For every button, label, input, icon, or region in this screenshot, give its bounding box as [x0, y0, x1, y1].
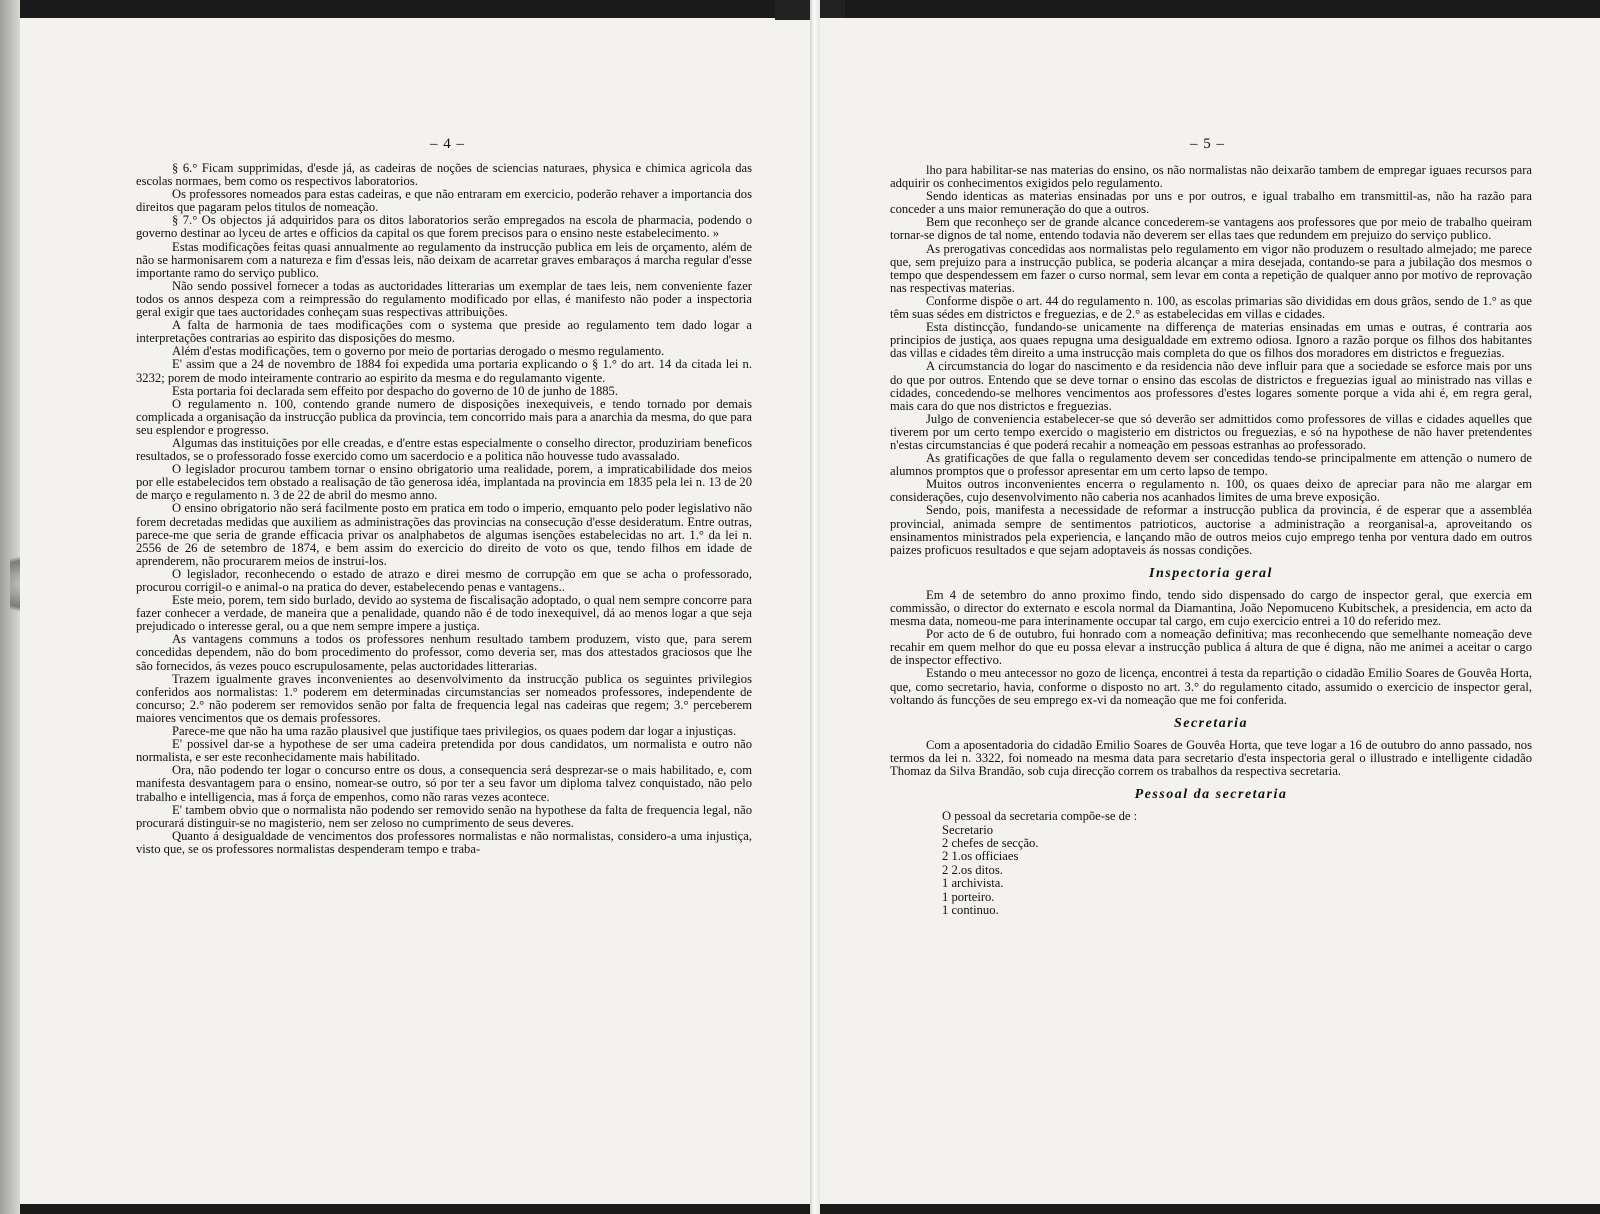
staff-item: 1 porteiro.	[942, 889, 995, 904]
staff-item: 2 chefes de secção.	[942, 836, 1039, 851]
staff-item: 1 continuo.	[942, 903, 999, 918]
paragraph: Parece-me que não ha uma razão plausivel que justifique taes privilegios, os quaes podem dar logar a injustiças.	[172, 724, 737, 739]
paragraph: Este meio, porem, tem sido burlado, devido ao systema de fiscalisação adoptado, o qual nem sempre concorre para fazer conhecer a verdade, de maneira que a penalidade, quando não é de todo inexequivel, dá ao menos logar a que seja prejudicado o interesse geral, ou a que nem sempre impere a justiça.	[136, 593, 752, 634]
book-gutter	[810, 0, 820, 1214]
paragraph: Os professores nomeados para estas cadeiras, e que não entraram em exercicio, poderão rehaver a importancia dos direitos que pagaram pelos titulos de nomeação.	[136, 187, 752, 215]
right-page	[820, 18, 1600, 1204]
paragraph: Algumas das instituições por elle creadas, e d'entre estas especialmente o conselho director, produziriam beneficos resultados, se o professorado fosse exercido como um sacerdocio e a politica não houvesse tudo avassalado.	[136, 435, 752, 464]
paragraph: Conforme dispõe o art. 44 do regulamento n. 100, as escolas primarias são divididas em dous grãos, sendo de 1.° as que têm suas sédes em districtos e freguezias, e de 2.° as estabelecidas em villas e cidades.	[890, 293, 1532, 322]
right-paragraphs-intro	[890, 164, 1532, 557]
staff-list	[942, 810, 1532, 917]
paragraph: Por acto de 6 de outubro, fui honrado com a nomeação definitiva; mas reconhecendo que semelhante nomeação deve recahir em quem melhor do que eu possa elevar a instrucção publica á altura de que é digna, não me animei a aceitar o cargo de inspector effectivo.	[890, 627, 1532, 668]
heading-inspectoria-geral: Inspectoria geral	[1149, 565, 1273, 581]
paragraph: A circumstancia do logar do nascimento e da residencia não deve influir para que a sociedade se esforce mais por uns do que por outros. Entendo que se deve tornar o ensino das escolas de districtos e freguezias igual ao ministrado nas villas e cidades, concedendo-se melhores vencimentos aos professores d'estes logares somente porque a vida ahi é, em regra geral, mais cara do que nos districtos e freguezias.	[890, 359, 1532, 413]
paragraph: Estas modificações feitas quasi annualmente ao regulamento da instrucção publica em leis de orçamento, além de não se harmonisarem com a natureza e fim d'essas leis, não deixam de acarretar graves embaraços á marcha regular d'esse importante ramo do serviço publico.	[136, 239, 752, 280]
paragraph: As gratificações de que falla o regulamento devem ser concedidas tendo-se principalmente em attenção o numero de alumnos promptos que o professor apresentar em um certo lapso de tempo.	[890, 451, 1532, 479]
secretaria-paragraphs	[890, 739, 1532, 778]
paragraph: Ora, não podendo ter logar o concurso entre os dous, a consequencia será desprezar-se o mais habilitado, e, com manifesta desvantagem para o ensino, nomear-se outro, só por ter a seu favor um diploma talvez conquistado, não pelo trabalho e intelligencia, mas á força de empenhos, como não raras vezes acontece.	[136, 763, 752, 804]
paragraph: E' possivel dar-se a hypothese de ser uma cadeira pretendida por dous candidatos, um normalista e outro não normalista, e ser este reconhecidamente mais habilitado.	[136, 737, 752, 765]
paragraph: E' assim que a 24 de novembro de 1884 foi expedida uma portaria explicando o § 1.° do art. 14 da citada lei n. 3232; porem de modo inteiramente contrario ao espirito da mesma e do regulamanto vigente.	[136, 357, 752, 385]
paragraph: Esta portaria foi declarada sem effeito por despacho do governo de 10 de junho de 1885.	[172, 383, 618, 398]
staff-intro: O pessoal da secretaria compõe-se de :	[942, 809, 1138, 824]
left-page	[20, 18, 811, 1204]
paragraph: O regulamento n. 100, contendo grande numero de disposições inexequiveis, e tendo tornado por demais complicada a organisação da instrucção publica da provincia, tem concorrido mais para a anarchia da mesma, do que para seu esplendor e progresso.	[136, 396, 752, 437]
paragraph: Trazem igualmente graves inconvenientes ao desenvolvimento da instrucção publica os seguintes privilegios conferidos aos normalistas: 1.° poderem em determinadas circumstancias ser nomeados professores, independente de concurso; 2.° não poderem ser removidos senão por falta de frequencia legal nas cadeiras que regem; 3.° perceberem maiores vencimentos que os demais professores.	[136, 671, 752, 725]
paragraph: As vantagens communs a todos os professores nenhum resultado tambem produzem, visto que, para serem concedidas dependem, não do bom procedimento do professor, como deveria ser, mas dos attestados graciosos que lhe são fornecidos, ás vezes pouco escrupulosamente, pelas auctoridades litterarias.	[136, 632, 752, 673]
paragraph: Muitos outros inconvenientes encerra o regulamento n. 100, os quaes deixo de apreciar para não me alargar em considerações, cujo desenvolvimento não caberia nos acanhados limites de uma breve exposição.	[890, 477, 1532, 505]
paragraph: Além d'estas modificações, tem o governo por meio de portarias derogado o mesmo regulamento.	[172, 344, 665, 359]
page-number-4: – 4 –	[430, 136, 465, 152]
paragraph: Bem que reconheço ser de grande alcance concederem-se vantagens aos professores que por meio de trabalho queiram tornar-se dignos de tal nome, entendo todavia não deverem ser ellas taes que redundem em prejuizo do serviço publico.	[890, 215, 1532, 243]
paragraph: Estando o meu antecessor no gozo de licença, encontrei á testa da repartição o cidadão Emilio Soares de Gouvêa Horta, que, como secretario, havia, conforme o disposto no art. 3.° do regulamento citado, assumido o exercicio de inspector geral, voltando ás funcções de seu emprego ex-vi da nomeação que me foi conferida.	[890, 666, 1532, 707]
right-page-text	[890, 164, 1532, 917]
staff-item: Secretario	[942, 822, 994, 837]
paragraph: O legislador procurou tambem tornar o ensino obrigatorio uma realidade, porem, a impraticabilidade dos meios por elle estabelecidos tem obstado a realisação de tão generosa idéa, implantada na provincia em 1835 pela lei n. 13 de 20 de março e regulamento n. 3 de 22 de abril do mesmo anno.	[136, 462, 752, 503]
paragraph: O legislador, reconhecendo o estado de atrazo e direi mesmo de corrupção em que se acha o professorado, procurou corrigil-o e animal-o na pratica do dever, estabelecendo penas e vantagens..	[136, 566, 752, 594]
staff-item: 2 1.os officiaes	[942, 849, 1019, 864]
paragraph: Julgo de conveniencia estabelecer-se que só deverão ser admittidos como professores de villas e cidades aquelles que tiverem por um certo tempo exercido o magisterio em districtos ou freguezias, e só na hypothese de não haver pretendentes n'estas circumstancias é que poderá recahir a nomeação em pessoas estranhas ao professorado.	[890, 411, 1532, 452]
heading-pessoal-secretaria: Pessoal da secretaria	[1134, 787, 1288, 803]
paragraph: Sendo identicas as materias ensinadas por uns e por outros, e igual trabalho em transmittil-as, não ha razão para conceder a uns maior remuneração do que a outros.	[890, 189, 1532, 217]
paragraph: lho para habilitar-se nas materias do ensino, os não normalistas não deixarão tambem de empregar iguaes recursos para adquirir os conhecimentos exigidos pelo regulamento.	[890, 163, 1532, 191]
paragraph: Em 4 de setembro do anno proximo findo, tendo sido dispensado do cargo de inspector geral, que exercia em commissão, o director do externato e escola normal da Diamantina, João Nepomuceno Kubitschek, a presidencia, em acto da mesma data, nomeou-me para interinamente occupar tal cargo, em cujo exercicio entrei a 10 do referido mez.	[890, 587, 1532, 629]
page-number-5: – 5 –	[1190, 136, 1225, 152]
paragraph: Esta distincção, fundando-se unicamente na differença de materias ensinadas em umas e outras, é contraria aos principios de justiça, aos quaes repugna uma desigualdade em extremo odiosa. Ignoro a razão porque os filhos dos habitantes das villas e cidades têm direito a uma instrucção mais completa do que os filhos dos moradores em districtos e freguezias.	[890, 320, 1532, 361]
paragraph: Com a aposentadoria do cidadão Emilio Soares de Gouvêa Horta, que teve logar a 16 de outubro do anno passado, nos termos da lei n. 3322, foi nomeado na mesma data para secretario d'esta inspectoria geral o illustrado e intelligente cidadão Thomaz da Silva Brandão, sob cuja direcção correm os trabalhos da respectiva secretaria.	[890, 737, 1532, 779]
staff-item: 1 archivista.	[942, 876, 1004, 891]
heading-secretaria: Secretaria	[1173, 715, 1249, 731]
inspectoria-paragraphs	[890, 589, 1532, 707]
left-page-text	[136, 162, 752, 856]
paragraph: § 7.° Os objectos já adquiridos para os ditos laboratorios serão empregados na escola de pharmacia, podendo o governo destinar ao lyceu de artes e officios da capital os que forem precisos para o ensino neste estabelecimento. »	[136, 213, 752, 241]
paragraph: As prerogativas concedidas aos normalistas pelo regulamento em vigor não produzem o resultado almejado; me parece que, sem prejuizo para a instrucção publica, se poderia alcançar a mira desejada, contando-se para a jubilação dos mesmos o tempo que despendessem em fazer o curso normal, sem levar em conta a repetição de qualquer anno por motivo de reprovação nas respectivas materias.	[890, 241, 1532, 295]
paragraph: Não sendo possivel fornecer a todas as auctoridades litterarias um exemplar de taes leis, nem conveniente fazer todos os annos despeza com a reimpressão do regulamento modificado por ellas, é manifesto não poder a inspectoria geral exigir que taes auctoridades conheçam suas respectivas attribuições.	[136, 278, 752, 320]
staff-item: 2 2.os ditos.	[942, 862, 1003, 877]
paragraph: Quanto á desigualdade de vencimentos dos professores normalistas e não normalistas, considero-a uma injustiça, visto que, se os professores normalistas despenderam tempo e traba-	[136, 828, 752, 856]
paragraph: A falta de harmonia de taes modificações com o systema que preside ao regulamento tem dado logar a interpretações contrarias ao espirito das disposições do mesmo.	[136, 318, 752, 346]
paragraph: O ensino obrigatorio não será facilmente posto em pratica em todo o imperio, emquanto pelo poder legislativo não forem decretadas medidas que auxiliem as administrações das provincias na consecução d'esse desideratum. Entre outras, parece-me que seria de grande efficacia privar os analphabetos de algumas isenções estabelecidas no art. 1.° da lei n. 2556 de 26 de setembro de 1874, e bem assim do exercicio do direito de voto os que, tendo filhos em idade de aprenderem, não procurarem meios de instrui-los.	[136, 501, 752, 568]
paragraph: E' tambem obvio que o normalista não podendo ser removido senão na hypothese da falta de frequencia legal, não procurará distinguir-se no magisterio, nem ser zeloso no cumprimento de seus deveres.	[136, 802, 752, 830]
paragraph: Sendo, pois, manifesta a necessidade de reformar a instrucção publica da provincia, é de esperar que a assembléa provincial, animada sempre de sentimentos patrioticos, auctorise a administração a reorganisal-a, aproveitando os ensinamentos ministrados pela experiencia, e lançando mão de outros meios cujo emprego tenha por ventura dado em outros paizes proficuos resultados e que sejam adoptaveis ás nossas condições.	[890, 503, 1532, 557]
paragraph: § 6.° Ficam supprimidas, d'esde já, as cadeiras de noções de sciencias naturaes, physica e chimica agricola das escolas normaes, bem como os respectivos laboratorios.	[136, 161, 752, 189]
